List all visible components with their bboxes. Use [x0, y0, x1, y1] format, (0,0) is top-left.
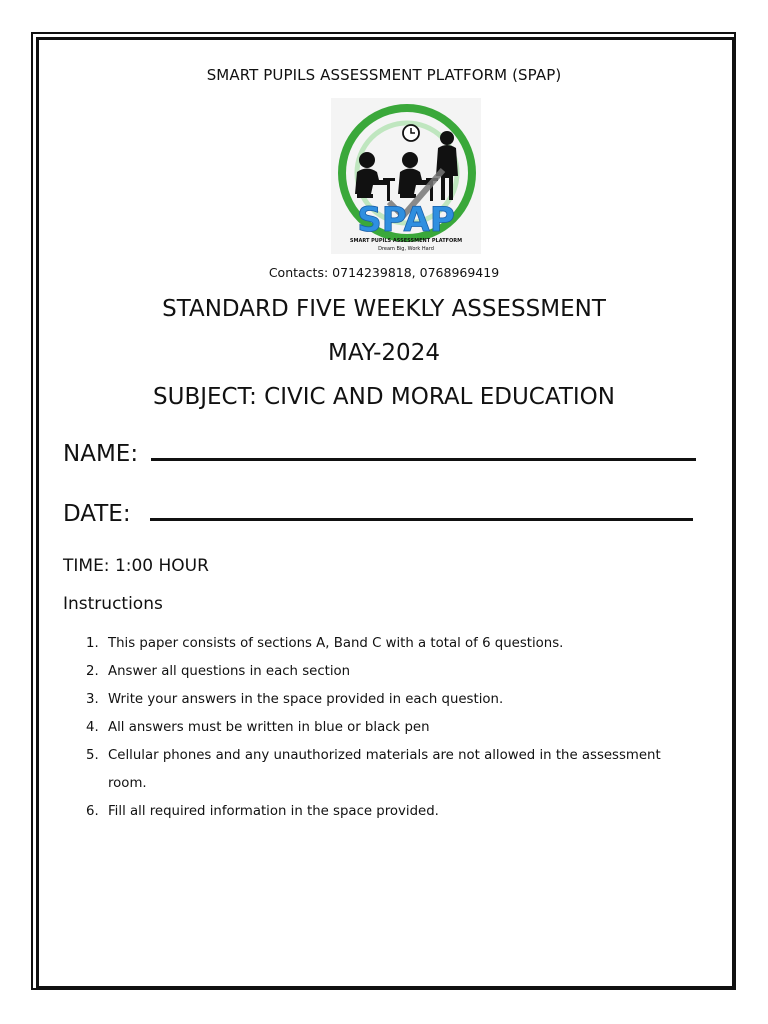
- assessment-title: STANDARD FIVE WEEKLY ASSESSMENT: [162, 296, 606, 322]
- name-label: NAME:: [63, 441, 139, 467]
- assessment-period: MAY-2024: [328, 340, 440, 366]
- platform-title: SMART PUPILS ASSESSMENT PLATFORM (SPAP): [206, 66, 562, 84]
- instruction-item: 2. Answer all questions in each section: [86, 664, 351, 679]
- instruction-item: 6. Fill all required information in the space provided.: [86, 804, 439, 819]
- date-blank-line[interactable]: [150, 500, 693, 521]
- instruction-item: 3. Write your answers in the space provided in each question.: [86, 692, 504, 707]
- time-allowed: TIME: 1:00 HOUR: [63, 556, 209, 576]
- logo-letters: SPAP: [357, 200, 455, 240]
- spap-logo-graphic: [331, 98, 481, 254]
- clock-icon: [403, 125, 419, 141]
- instructions-list: [86, 630, 686, 826]
- instruction-item: 4. All answers must be written in blue or black pen: [86, 720, 430, 735]
- instruction-item: 1. This paper consists of sections A, Band C with a total of 6 questions.: [86, 636, 564, 651]
- instructions-heading: Instructions: [63, 594, 163, 614]
- name-blank-line[interactable]: [151, 440, 696, 461]
- spap-logo: [331, 98, 481, 254]
- date-field[interactable]: [63, 500, 693, 527]
- logo-subtitle: SMART PUPILS ASSESSMENT PLATFORM: [349, 238, 463, 244]
- date-label: DATE:: [63, 501, 131, 527]
- subject-title: SUBJECT: CIVIC AND MORAL EDUCATION: [153, 384, 615, 410]
- contacts: Contacts: 0714239818, 0768969419: [268, 265, 500, 280]
- logo-tagline: Dream Big, Work Hard: [378, 246, 434, 252]
- instruction-item: 5. Cellular phones and any unauthorized materials are not allowed in the assessment room.: [86, 748, 661, 791]
- name-field[interactable]: [63, 440, 696, 467]
